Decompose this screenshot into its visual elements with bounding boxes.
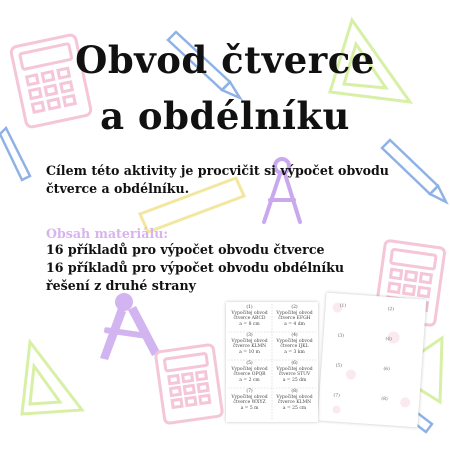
card-given: a = 3 km: [284, 349, 305, 355]
card-given: a = 5 m: [240, 405, 259, 411]
worksheet-card: [230, 361, 269, 389]
card-number: (1): [246, 305, 253, 310]
materials-item: řešení z druhé strany: [46, 278, 196, 293]
worksheet-card: [230, 389, 269, 417]
card-given: a = 10 m: [239, 349, 260, 355]
materials-item: 16 příkladů pro výpočet obvodu čtverce: [46, 242, 325, 257]
answer-label: (8): [381, 396, 388, 403]
card-given: a = 25 cm: [282, 405, 307, 411]
intro-text: Cílem této aktivity je procvičit si výpočet obvodu čtverce a obdélníku.: [46, 163, 389, 196]
worksheet-preview-answers: [318, 293, 427, 428]
worksheet-card: [230, 305, 269, 333]
card-number: (3): [246, 333, 253, 338]
card-number: (6): [291, 361, 298, 366]
worksheet-card: [275, 361, 314, 389]
worksheet-card: [275, 305, 314, 333]
answer-label: (5): [335, 363, 343, 369]
card-given: a = 4 dm: [284, 321, 305, 327]
answer-label: (2): [387, 306, 395, 313]
card-task: Vypočítej obvod čtverce STUV: [276, 366, 313, 377]
materials-heading: Obsah materiálu:: [46, 226, 169, 241]
card-number: (5): [246, 361, 253, 366]
page-title-line-2: a obdélníku: [100, 94, 350, 138]
answer-label: (4): [385, 336, 393, 343]
card-task: Vypočítej obvod čtverce IJKL: [276, 338, 313, 349]
compass-icon-large: [100, 293, 160, 360]
worksheet-card: [275, 333, 314, 361]
card-task: Vypočítej obvod čtverce WXYZ: [231, 394, 268, 405]
card-number: (2): [291, 305, 298, 310]
card-task: Vypočítej obvod čtverce EFGH: [276, 310, 313, 321]
card-given: a = 2 cm: [239, 377, 260, 383]
page-title-line-1: Obvod čtverce: [75, 38, 375, 82]
pencil-icon-4: [0, 128, 30, 180]
answer-label: (6): [383, 366, 390, 373]
card-number: (4): [291, 333, 298, 338]
card-task: Vypočítej obvod čtverce KLMN: [231, 338, 268, 349]
worksheet-card: [275, 389, 314, 417]
worksheet-card: [230, 333, 269, 361]
answer-label: (7): [333, 393, 340, 399]
card-task: Vypočítej obvod čtverce ABCD: [231, 310, 268, 321]
materials-item: 16 příkladů pro výpočet obvodu obdélníku: [46, 260, 345, 275]
card-given: a = 8 cm: [239, 321, 260, 327]
worksheet-preview-tasks: [226, 302, 318, 422]
card-task: Vypočítej obvod čtverce KLMN: [276, 394, 313, 405]
card-task: Vypočítej obvod čtverce OPQR: [231, 366, 268, 377]
answer-label: (3): [337, 333, 345, 339]
answers-dots: [318, 293, 427, 428]
card-number: (8): [291, 389, 298, 394]
calculator-icon-2: [155, 344, 222, 423]
triangle-ruler-icon-2: [22, 342, 82, 414]
answer-label: (1): [339, 303, 347, 310]
card-given: a = 25 dm: [282, 377, 307, 383]
card-number: (7): [246, 389, 253, 394]
